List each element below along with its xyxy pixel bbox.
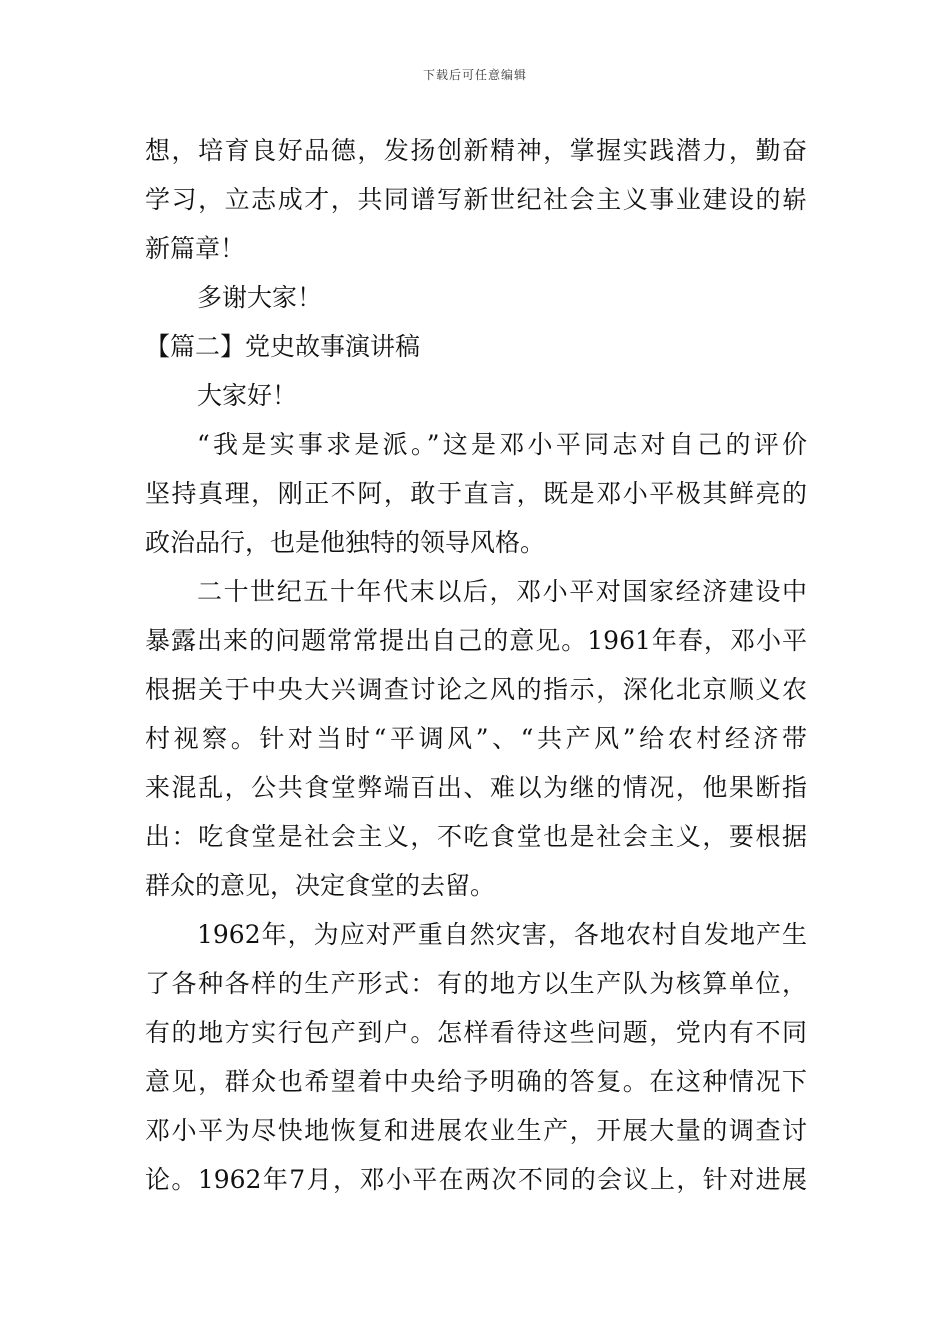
text-line: 大家好！ <box>197 381 298 410</box>
text-line: 学习，立志成才，共同谱写新世纪社会主义事业建设的崭 <box>145 185 807 214</box>
text-line: 村视察。针对当时“平调风”、“共产风”给农村经济带 <box>145 724 807 753</box>
text-line: 二十世纪五十年代末以后，邓小平对国家经济建设中 <box>197 577 807 606</box>
text-line: 根据关于中央大兴调查讨论之风的指示，深化北京顺义农 <box>145 675 807 704</box>
document-body <box>145 126 807 1204</box>
text-line: “我是实事求是派。”这是邓小平同志对自己的评价 <box>197 430 807 459</box>
text-line: 想，培育良好品德，发扬创新精神，掌握实践潜力，勤奋 <box>145 136 807 165</box>
text-line: 有的地方实行包产到户。怎样看待这些问题，党内有不同 <box>145 1018 807 1047</box>
text-line: 坚持真理，刚正不阿，敢于直言，既是邓小平极其鲜亮的 <box>145 479 807 508</box>
text-line: 暴露出来的问题常常提出自己的意见。1961年春，邓小平 <box>145 626 807 655</box>
text-line: 政治品行，也是他独特的领导风格。 <box>145 528 546 557</box>
text-line: 多谢大家！ <box>197 283 323 312</box>
text-line: 意见，群众也希望着中央给予明确的答复。在这种情况下 <box>145 1067 807 1096</box>
text-line: 新篇章！ <box>145 234 246 263</box>
text-line: 出：吃食堂是社会主义，不吃食堂也是社会主义，要根据 <box>145 822 807 851</box>
page-header: 下载后可任意编辑 <box>422 68 527 82</box>
text-line: 论。1962年7月，邓小平在两次不同的会议上，针对进展 <box>145 1165 807 1194</box>
text-line: 了各种各样的生产形式：有的地方以生产队为核算单位， <box>145 969 807 998</box>
text-line: 邓小平为尽快地恢复和进展农业生产，开展大量的调查讨 <box>145 1116 807 1145</box>
text-line: 1962年，为应对严重自然灾害，各地农村自发地产生 <box>197 920 807 949</box>
text-line: 群众的意见，决定食堂的去留。 <box>145 871 496 900</box>
text-line: 来混乱，公共食堂弊端百出、难以为继的情况，他果断指 <box>145 773 807 802</box>
text-line: 【篇二】党史故事演讲稿 <box>145 332 421 361</box>
